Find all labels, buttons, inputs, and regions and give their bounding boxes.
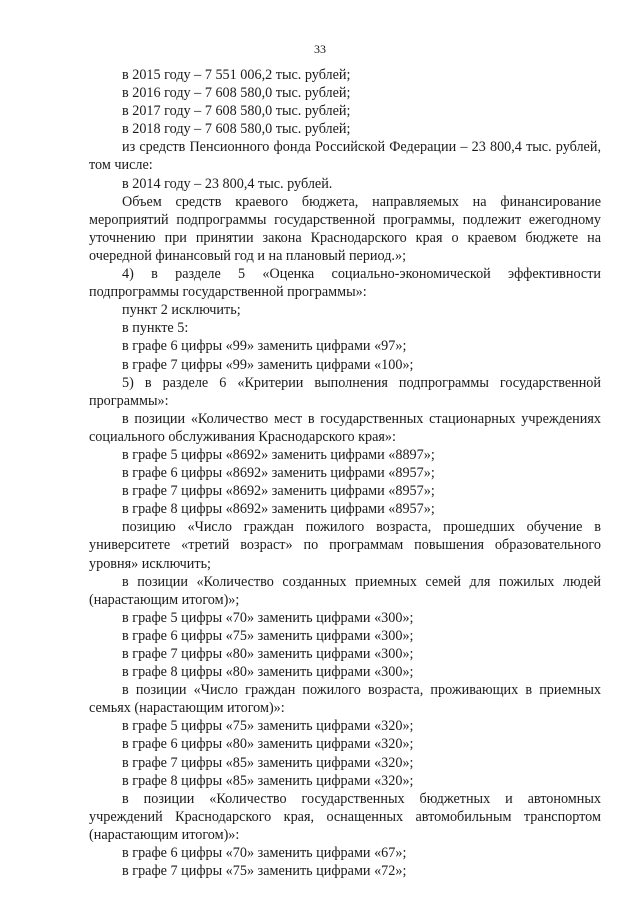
paragraph-col7-8957: в графе 7 цифры «8692» заменить цифрами «8957»; bbox=[122, 483, 435, 500]
paragraph-pension-2014: в 2014 году – 23 800,4 тыс. рублей. bbox=[122, 175, 333, 192]
paragraph-col6-67: в графе 6 цифры «70» заменить цифрами «67»; bbox=[122, 845, 407, 862]
paragraph-col7-72: в графе 7 цифры «75» заменить цифрами «72»; bbox=[122, 863, 407, 880]
paragraph-col8-320: в графе 8 цифры «85» заменить цифрами «320»; bbox=[122, 772, 414, 789]
page-number: 33 bbox=[314, 42, 326, 56]
paragraph-pension-fund: из средств Пенсионного фонда Российской Федерации – 23 800,4 тыс. рублей, том числе: bbox=[89, 139, 601, 174]
paragraph-budget-2017: в 2017 году – 7 608 580,0 тыс. рублей; bbox=[122, 103, 351, 120]
paragraph-budget-2015: в 2015 году – 7 551 006,2 тыс. рублей; bbox=[122, 67, 351, 83]
paragraph-col6-320: в графе 6 цифры «80» заменить цифрами «320»; bbox=[122, 736, 414, 753]
paragraph-section-5: 4) в разделе 5 «Оценка социально-экономической эффективности подпрограммы государственной программы»: bbox=[89, 266, 601, 301]
paragraph-section-6: 5) в разделе 6 «Критерии выполнения подпрограммы государственной программы»: bbox=[89, 374, 601, 409]
paragraph-budget-2016: в 2016 году – 7 608 580,0 тыс. рублей; bbox=[122, 85, 351, 102]
paragraph-position-elderly-in-families: в позиции «Число граждан пожилого возраста, проживающих в приемных семьях (нарастающим итогом)»: bbox=[89, 682, 601, 717]
paragraph-col5-300: в графе 5 цифры «70» заменить цифрами «300»; bbox=[122, 609, 414, 626]
paragraph-col7-320: в графе 7 цифры «85» заменить цифрами «320»; bbox=[122, 754, 414, 771]
paragraph-item-2-remove: пункт 2 исключить; bbox=[122, 302, 241, 319]
paragraph-col5-8897: в графе 5 цифры «8692» заменить цифрами «8897»; bbox=[122, 446, 435, 463]
paragraph-item-5: в пункте 5: bbox=[122, 320, 189, 337]
paragraph-col6-300: в графе 6 цифры «75» заменить цифрами «300»; bbox=[122, 627, 414, 644]
paragraph-col6-8957: в графе 6 цифры «8692» заменить цифрами «8957»; bbox=[122, 465, 435, 482]
document-body bbox=[89, 66, 601, 880]
paragraph-col7-300: в графе 7 цифры «80» заменить цифрами «300»; bbox=[122, 646, 414, 662]
paragraph-budget-note: Объем средств краевого бюджета, направляемых на финансирование мероприятий подпрограммы государственной программы, подлежит ежегодному уточнению при принятии закона Краснодарского края о краевом бюджете на очередной финансовый год и на плановый период.»; bbox=[89, 193, 601, 264]
paragraph-position-places: в позиции «Количество мест в государственных стационарных учреждениях социального обслуживания Краснодарского края»: bbox=[89, 410, 601, 445]
paragraph-position-foster-families: в позиции «Количество созданных приемных семей для пожилых людей (нарастающим итогом)»; bbox=[89, 573, 601, 608]
paragraph-col8-8957: в графе 8 цифры «8692» заменить цифрами «8957»; bbox=[122, 501, 435, 518]
paragraph-col8-300: в графе 8 цифры «80» заменить цифрами «300»; bbox=[122, 664, 414, 681]
paragraph-university-remove: позицию «Число граждан пожилого возраста, прошедших обучение в университете «третий возраст» по программам повышения образовательного уровня» исключить; bbox=[89, 519, 601, 572]
paragraph-budget-2018: в 2018 году – 7 608 580,0 тыс. рублей; bbox=[122, 121, 351, 138]
paragraph-col5-320: в графе 5 цифры «75» заменить цифрами «320»; bbox=[122, 718, 414, 735]
paragraph-col7-100: в графе 7 цифры «99» заменить цифрами «100»; bbox=[122, 356, 414, 373]
paragraph-col6-97: в графе 6 цифры «99» заменить цифрами «97»; bbox=[122, 338, 407, 355]
paragraph-position-vehicles: в позиции «Количество государственных бюджетных и автономных учреждений Краснодарского края, оснащенных автомобильным транспортом (нарастающим итогом)»: bbox=[89, 790, 601, 843]
